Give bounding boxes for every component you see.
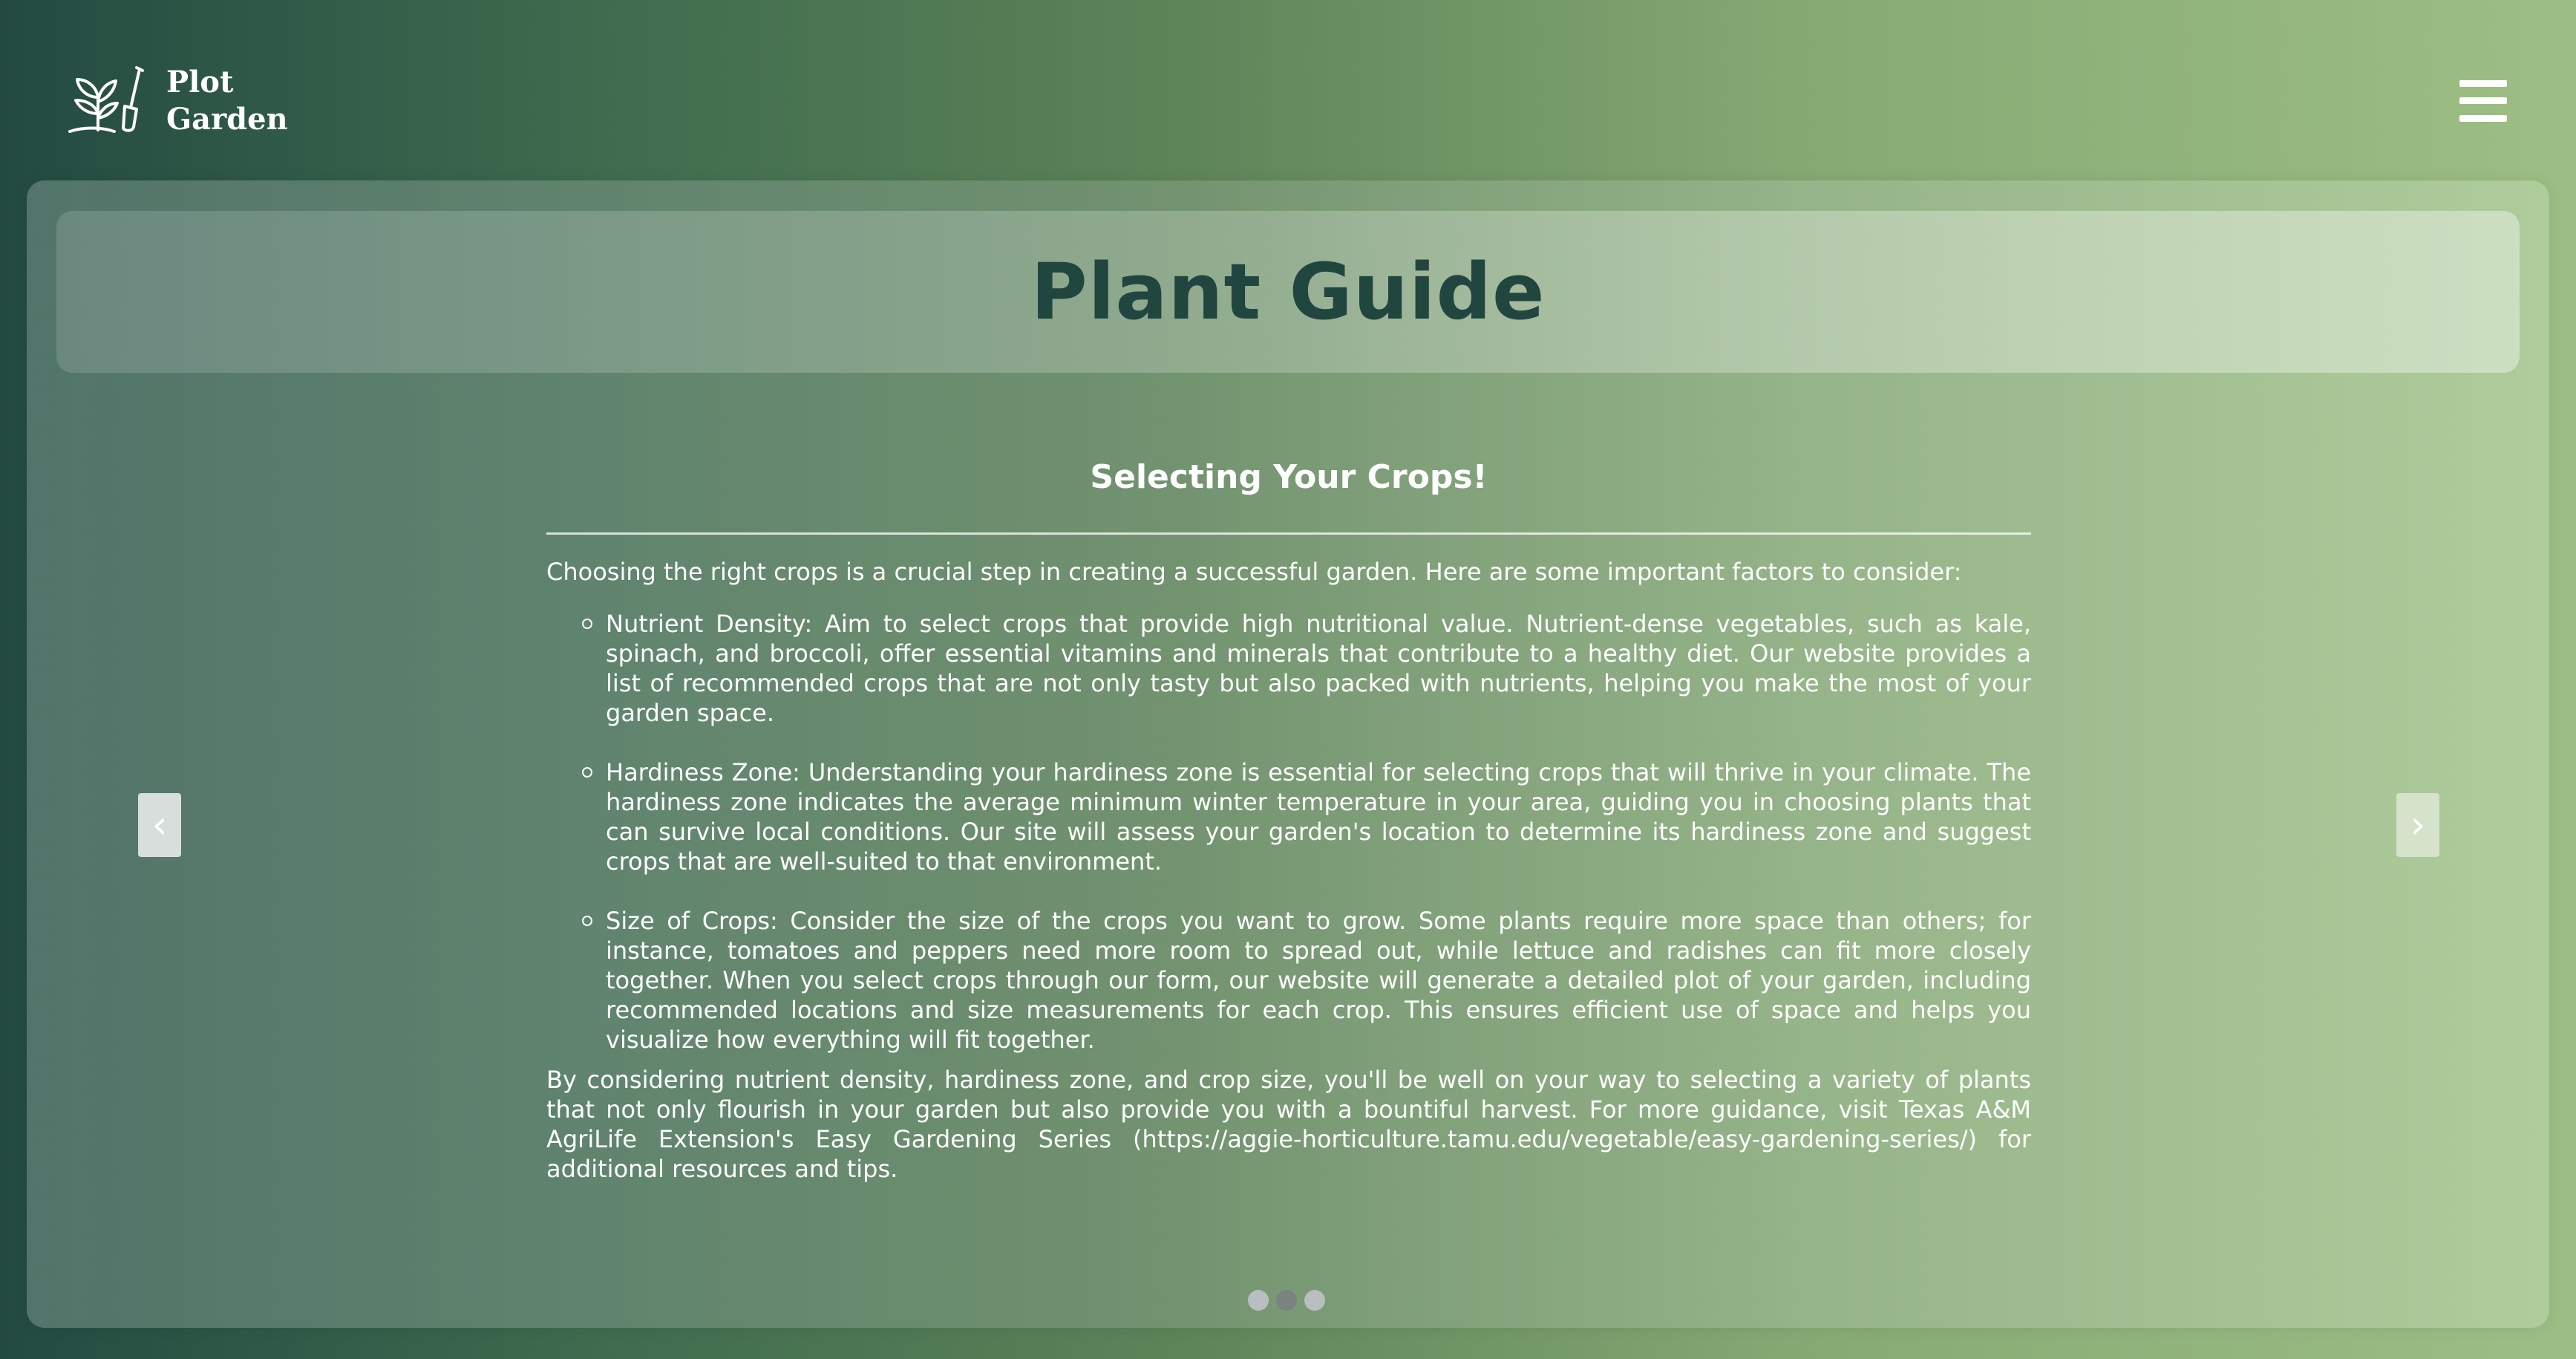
circle-bullet-icon — [582, 619, 592, 629]
list-item — [606, 757, 2031, 876]
page-title: Plant Guide — [1030, 247, 1546, 337]
menu-bar-bottom — [2459, 115, 2507, 122]
menu-bar-top — [2459, 80, 2507, 87]
brand-name — [166, 64, 288, 138]
site-header — [0, 0, 2576, 178]
carousel-dot-1[interactable] — [1248, 1290, 1269, 1311]
carousel-dot-2[interactable] — [1276, 1290, 1297, 1311]
brand-line-1: Plot — [166, 65, 234, 100]
factor-text: Nutrient Density: Aim to select crops that provide high nutritional value. Nutrient-dense vegetables, such as kale, spinach, and broccoli, offer essential vitamins and minerals that contribute to a healthy diet. Our website provides a list of recommended crops that are not only tasty but also packed with nutrients, helping you make the most of your garden space. — [606, 610, 2031, 727]
factor-list — [546, 609, 2031, 1055]
circle-bullet-icon — [582, 767, 592, 778]
carousel-slide — [546, 455, 2031, 1184]
brand-logo[interactable] — [65, 64, 288, 138]
carousel-indicators — [1248, 1290, 1333, 1311]
factor-text: Size of Crops: Consider the size of the crops you want to grow. Some plants require more space than others; for instance, tomatoes and peppers need more room to spread out, while lettuce and radishes can fit more closely together. When you select crops through our form, our website will generate a detailed plot of your garden, including recommended locations and size measurements for each crop. This ensures efficient use of space and helps you visualize how everything will fit together. — [606, 907, 2031, 1054]
factor-text: Hardiness Zone: Understanding your hardiness zone is essential for selecting crops that will thrive in your climate. The hardiness zone indicates the average minimum winter temperature in your area, guiding you in choosing plants that can survive local conditions. Our site will assess your garden's location to determine its hardiness zone and suggest crops that are well-suited to that environment. — [606, 758, 2031, 876]
carousel-prev-button[interactable]: ‹ — [138, 793, 181, 857]
list-item — [606, 906, 2031, 1055]
hamburger-menu-icon[interactable] — [2459, 80, 2507, 122]
slide-heading: Selecting Your Crops! — [1090, 458, 1488, 496]
heading-divider — [546, 532, 2031, 535]
carousel-dot-3[interactable] — [1304, 1290, 1325, 1311]
menu-bar-middle — [2459, 97, 2507, 104]
carousel-next-button[interactable]: › — [2396, 793, 2439, 857]
circle-bullet-icon — [582, 916, 592, 926]
list-item — [606, 609, 2031, 728]
title-banner — [56, 211, 2520, 373]
slide-conclusion: By considering nutrient density, hardiness zone, and crop size, you'll be well on your way to selecting a variety of plants that not only flourish in your garden but also provide you with a bountiful harvest. For more guidance, visit Texas A&M AgriLife Extension's Easy Gardening Series (https://aggie-horticulture.tamu.edu/vegetable/easy-gardening-series/) for additional resources and tips. — [546, 1066, 2031, 1183]
plant-guide-card — [27, 180, 2549, 1328]
slide-intro: Choosing the right crops is a crucial step in creating a successful garden. Here are some important factors to consider: — [546, 558, 1962, 586]
plant-and-shovel-icon — [65, 65, 151, 137]
brand-line-2: Garden — [166, 102, 288, 137]
